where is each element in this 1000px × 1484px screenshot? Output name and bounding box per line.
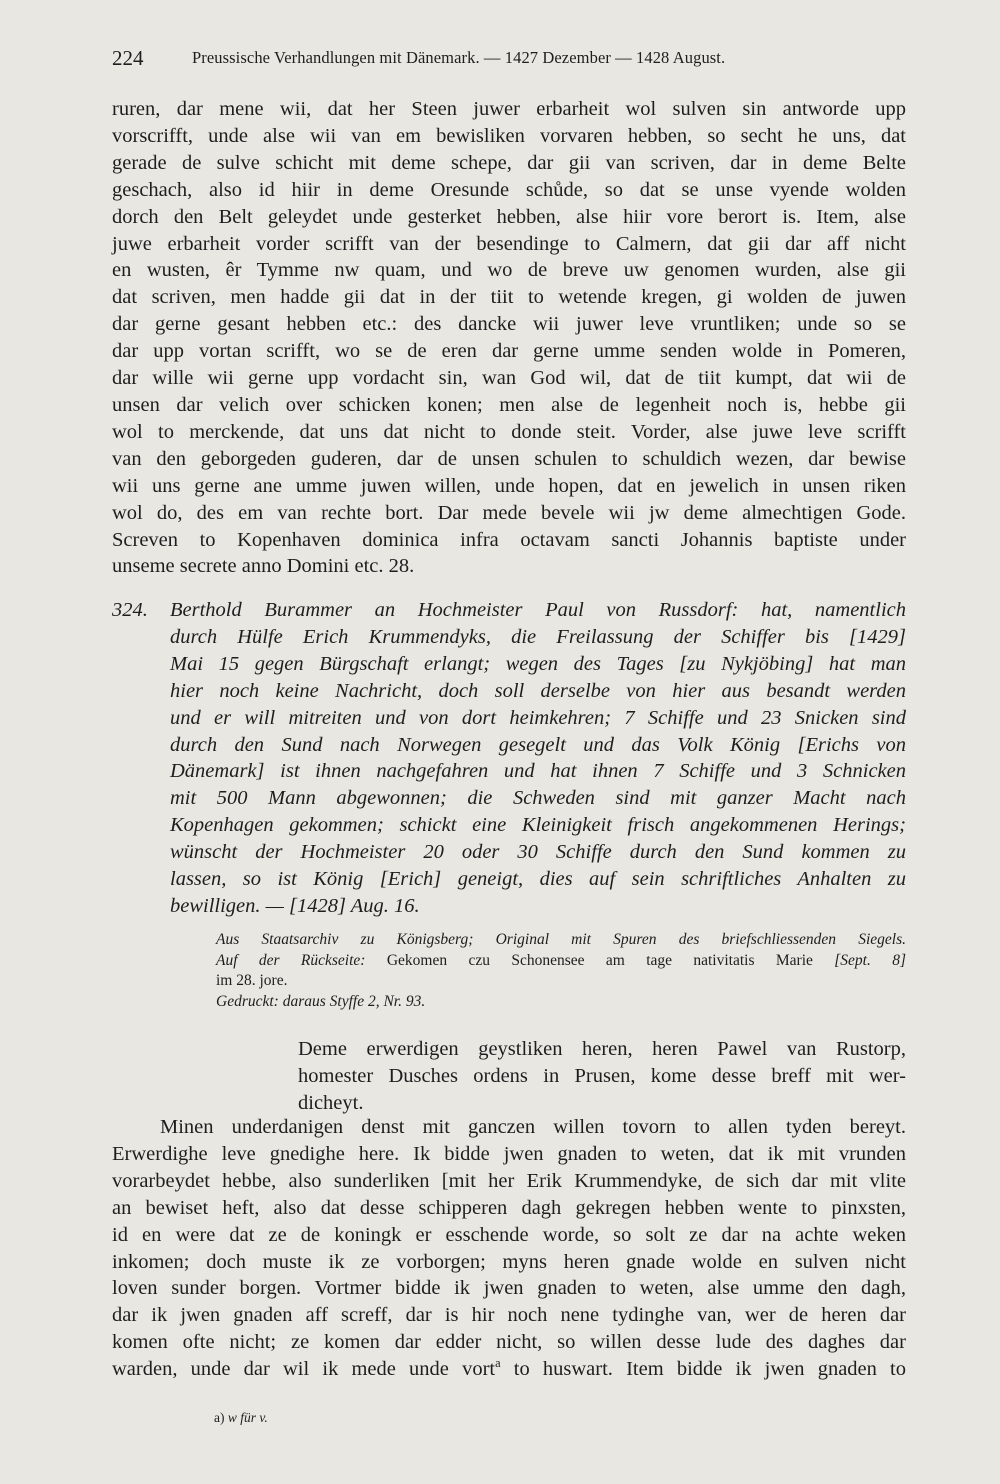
address-line: homester Dusches ordens in Prusen, kome desse breff mit wer-	[298, 1064, 906, 1087]
source-printed: Gedruckt: daraus Styffe 2, Nr. 93.	[216, 992, 426, 1010]
text-line: dar upp vortan scrifft, wo se de eren dar gerne umme senden wolde in Pomeren,	[112, 340, 906, 363]
text-line: vorarbeydet hebbe, also sunderliken [mit her Erik Krummendyke, de sich dar mit vlite	[112, 1169, 906, 1192]
text-line: van den geborgeden guderen, dar de unsen schulen to schuldich wezen, dar bewise	[112, 447, 906, 470]
running-title: Preussische Verhandlungen mit Dänemark. — 1427 Dezember — 1428 August.	[192, 48, 726, 67]
source-note	[216, 930, 906, 1012]
letter-text	[112, 1114, 906, 1383]
regest-line: Kopenhagen gekommen; schickt eine Kleinigkeit frisch angekommenen Herings;	[170, 814, 906, 837]
running-header	[112, 46, 912, 76]
text-line: an bewiset heft, also dat desse schipperen dagh gekregen hebben wente to pinxsten,	[112, 1196, 906, 1219]
regest-line: bewilligen. — [1428] Aug. 16.	[170, 894, 420, 917]
text-line: id en were dat ze de koningk er esschende worde, so solt ze dar na achte weken	[112, 1223, 906, 1246]
regest-line: durch den Sund nach Norwegen gesegelt und das Volk König [Erichs von	[170, 733, 906, 756]
text-line: vorscrifft, unde alse wii van em bewisliken vorvaren hebben, so secht he uns, dat	[112, 124, 906, 147]
source-reverse-label: Auf der Rückseite:	[216, 951, 366, 969]
text-line: loven sunder borgen. Vortmer bidde ik jwen gnaden to weten, alse umme den dagh,	[112, 1277, 906, 1300]
text-line: unseme secrete anno Domini etc. 28.	[112, 555, 415, 578]
text-line: juwe erbarheit vorder scrifft van der besendinge to Calmern, dat gii dar aff nicht	[112, 232, 906, 255]
text-line: dat scriven, men hadde gii dat in der tiit to wetende kregen, gi wolden de juwen	[112, 286, 906, 309]
text-line: komen ofte nicht; ze komen dar edder nicht, so willen desse lude des daghes dar	[112, 1331, 906, 1354]
text-line: wii uns gerne ane umme juwen willen, unde hopen, dat en jewelich in unsen riken	[112, 474, 906, 497]
text-line: geschach, also id hiir in deme Oresunde schůde, so dat se unse vyende wolden	[112, 178, 906, 201]
regest-324	[112, 597, 906, 920]
text-line: wol to merckende, dat uns dat nicht to donde steit. Vorder, alse juwe leve scrifft	[112, 420, 906, 443]
text-line: en wusten, êr Tymme nw quam, und wo de breve uw genomen wurden, alse gii	[112, 259, 906, 282]
regest-line: Dänemark] ist ihnen nachgefahren und hat ihnen 7 Schiffe und 3 Schnicken	[170, 760, 906, 783]
text-line: gerade de sulve schicht mit deme schepe, dar gii van scriven, dar in deme Belte	[112, 151, 906, 174]
regest-line: durch Hülfe Erich Krummendyks, die Freilassung der Schiffer bis [1429]	[170, 625, 906, 648]
source-reverse-year: im 28. jore.	[216, 972, 288, 990]
source-archive: Aus Staatsarchiv zu Königsberg; Original mit Spuren des briefschliessenden Siegels.	[216, 931, 906, 948]
document-number: 324.	[112, 599, 148, 621]
footnote	[214, 1410, 268, 1426]
regest-line: hier noch keine Nachricht, doch soll derselbe von hier aus besandt werden	[170, 679, 906, 702]
letter-continuation	[112, 96, 906, 580]
text-line: dorch den Belt geleydet unde gesterket hebben, alse hiir vore berort is. Item, alse	[112, 205, 906, 228]
text-line: Minen underdanigen denst mit ganczen willen tovorn to allen tyden bereyt.	[160, 1116, 906, 1138]
source-reverse-note	[216, 951, 906, 972]
source-reverse-text: Gekomen czu Schonensee am tage nativitatis Marie	[386, 951, 813, 969]
regest-line: wünscht der Hochmeister 20 oder 30 Schiffe durch den Sund kommen zu	[170, 841, 906, 864]
regest-line: und er will mitreiten und von dort heimkehren; 7 Schiffe und 23 Snicken sind	[170, 706, 906, 729]
text-line: Screven to Kopenhaven dominica infra octavam sancti Johannis baptiste under	[112, 528, 906, 551]
address-line: dicheyt.	[298, 1091, 364, 1114]
text-segment: warden, unde dar wil ik mede unde vort	[112, 1358, 496, 1381]
footnote-marker: a	[495, 1356, 501, 1371]
text-segment: to huswart. Item bidde ik jwen gnaden to	[513, 1358, 907, 1381]
regest-line: lassen, so ist König [Erich] geneigt, dies auf sein schriftliches Anhalten zu	[170, 868, 906, 891]
source-reverse-date: [Sept. 8]	[834, 951, 907, 969]
text-line: dar ik jwen gnaden aff screff, dar is hir noch nene tydinghe van, wer de heren dar	[112, 1304, 906, 1327]
text-line: inkomen; doch muste ik ze vorborgen; myns heren gnade wolde en sulven nicht	[112, 1250, 906, 1273]
text-line: dar wille wii gerne upp vordacht sin, wan God wil, dat de tiit kumpt, dat wii de	[112, 367, 906, 390]
text-line: wol do, des em van rechte bort. Dar mede bevele wii jw deme almechtigen Gode.	[112, 501, 906, 524]
text-line: ruren, dar mene wii, dat her Steen juwer erbarheit wol sulven sin antworde upp	[112, 98, 906, 120]
text-line: Erwerdighe leve gnedighe here. Ik bidde jwen gnaden to weten, dat ik mit vrunden	[112, 1142, 906, 1165]
text-line-with-footnote	[112, 1356, 906, 1383]
regest-line: Mai 15 gegen Bürgschaft erlangt; wegen des Tages [zu Nykjöbing] hat man	[170, 652, 906, 675]
regest-line: Berthold Burammer an Hochmeister Paul von Russdorf: hat, namentlich	[170, 599, 906, 621]
regest-line: mit 500 Mann abgewonnen; die Schweden sind mit ganzer Macht nach	[170, 787, 906, 810]
text-line: dar gerne gesant hebben etc.: des dancke wii juwer leve vruntliken; unde so se	[112, 313, 906, 336]
address-line: Deme erwerdigen geystliken heren, heren Pawel van Rustorp,	[298, 1038, 906, 1060]
footnote-marker-label: a)	[214, 1410, 225, 1425]
text-line: unsen dar velich over schicken konen; men alse de legenheit noch is, hebbe gii	[112, 393, 906, 416]
letter-address	[298, 1036, 906, 1117]
page-number: 224	[112, 46, 144, 70]
footnote-text: w für v.	[227, 1410, 268, 1425]
